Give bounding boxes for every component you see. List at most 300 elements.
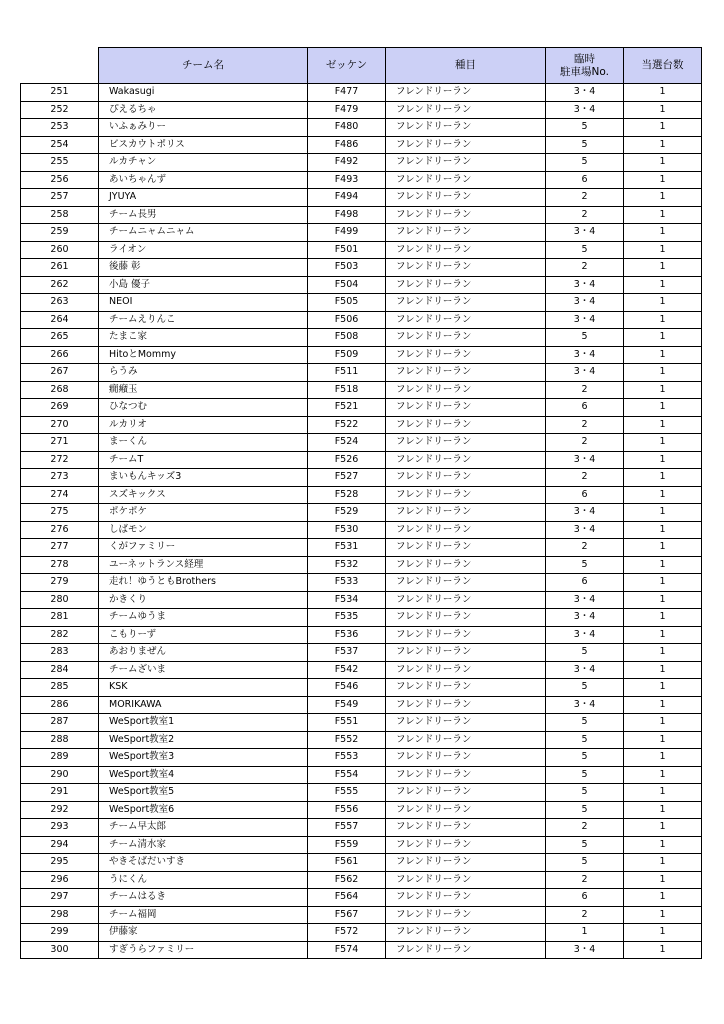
table-row [21, 416, 702, 434]
event-type: フレンドリーラン [386, 836, 546, 854]
winner-count: 1 [624, 626, 702, 644]
parking-number: 6 [546, 399, 624, 417]
parking-number: 3・4 [546, 626, 624, 644]
event-type: フレンドリーラン [386, 486, 546, 504]
bib-number: F499 [308, 224, 386, 242]
event-type: フレンドリーラン [386, 416, 546, 434]
parking-number: 5 [546, 714, 624, 732]
row-number: 283 [21, 644, 99, 662]
team-name: チームざいま [99, 661, 308, 679]
winner-count: 1 [624, 259, 702, 277]
team-name: チームはるき [99, 889, 308, 907]
winner-count: 1 [624, 294, 702, 312]
winner-count: 1 [624, 101, 702, 119]
team-name: KSK [99, 679, 308, 697]
parking-number: 3・4 [546, 696, 624, 714]
team-name: WeSport教室3 [99, 749, 308, 767]
team-name: WeSport教室4 [99, 766, 308, 784]
table-row [21, 836, 702, 854]
parking-number: 5 [546, 136, 624, 154]
parking-number: 5 [546, 329, 624, 347]
winner-count: 1 [624, 224, 702, 242]
winner-count: 1 [624, 504, 702, 522]
team-name: まいもんキッズ3 [99, 469, 308, 487]
event-type: フレンドリーラン [386, 801, 546, 819]
event-type: フレンドリーラン [386, 731, 546, 749]
row-number: 263 [21, 294, 99, 312]
event-type: フレンドリーラン [386, 626, 546, 644]
bib-number: F536 [308, 626, 386, 644]
bib-number: F572 [308, 924, 386, 942]
event-type: フレンドリーラン [386, 556, 546, 574]
team-name: すぎうらファミリー [99, 941, 308, 959]
row-number: 296 [21, 871, 99, 889]
header-parking [546, 48, 624, 84]
team-name: スズキックス [99, 486, 308, 504]
bib-number: F549 [308, 696, 386, 714]
event-type: フレンドリーラン [386, 469, 546, 487]
event-type: フレンドリーラン [386, 119, 546, 137]
winner-count: 1 [624, 206, 702, 224]
table-row [21, 276, 702, 294]
table-row [21, 644, 702, 662]
winner-count: 1 [624, 381, 702, 399]
parking-number: 5 [546, 731, 624, 749]
row-number: 265 [21, 329, 99, 347]
bib-number: F574 [308, 941, 386, 959]
header-team-name: チーム名 [99, 48, 308, 84]
table-row [21, 696, 702, 714]
parking-number: 5 [546, 119, 624, 137]
team-name: あいちゃんず [99, 171, 308, 189]
parking-number: 5 [546, 154, 624, 172]
winner-count: 1 [624, 609, 702, 627]
row-number: 274 [21, 486, 99, 504]
parking-number: 2 [546, 189, 624, 207]
parking-number: 6 [546, 171, 624, 189]
parking-number: 3・4 [546, 451, 624, 469]
row-number: 278 [21, 556, 99, 574]
event-type: フレンドリーラン [386, 609, 546, 627]
winner-count: 1 [624, 189, 702, 207]
bib-number: F506 [308, 311, 386, 329]
parking-number: 6 [546, 889, 624, 907]
table-row [21, 941, 702, 959]
bib-number: F532 [308, 556, 386, 574]
table-row [21, 171, 702, 189]
team-name: ルカチャン [99, 154, 308, 172]
table-row [21, 189, 702, 207]
event-type: フレンドリーラン [386, 451, 546, 469]
parking-number: 3・4 [546, 521, 624, 539]
parking-number: 3・4 [546, 591, 624, 609]
event-type: フレンドリーラン [386, 154, 546, 172]
event-type: フレンドリーラン [386, 941, 546, 959]
event-type: フレンドリーラン [386, 766, 546, 784]
team-name: ぴえるちゃ [99, 101, 308, 119]
table-row [21, 399, 702, 417]
table-row [21, 801, 702, 819]
row-number: 284 [21, 661, 99, 679]
winner-count: 1 [624, 346, 702, 364]
winner-count: 1 [624, 136, 702, 154]
parking-number: 3・4 [546, 346, 624, 364]
bib-number: F505 [308, 294, 386, 312]
parking-number: 2 [546, 259, 624, 277]
bib-number: F542 [308, 661, 386, 679]
row-number: 259 [21, 224, 99, 242]
team-name: ライオン [99, 241, 308, 259]
team-name: ビスカウトポリス [99, 136, 308, 154]
header-row [21, 48, 702, 84]
row-number: 289 [21, 749, 99, 767]
table-row [21, 679, 702, 697]
bib-number: F562 [308, 871, 386, 889]
event-type: フレンドリーラン [386, 381, 546, 399]
team-name: WeSport教室5 [99, 784, 308, 802]
bib-number: F521 [308, 399, 386, 417]
table-row [21, 731, 702, 749]
parking-number: 3・4 [546, 276, 624, 294]
event-type: フレンドリーラン [386, 434, 546, 452]
row-number: 270 [21, 416, 99, 434]
event-type: フレンドリーラン [386, 521, 546, 539]
row-number: 300 [21, 941, 99, 959]
header-bib: ゼッケン [308, 48, 386, 84]
event-type: フレンドリーラン [386, 259, 546, 277]
event-type: フレンドリーラン [386, 276, 546, 294]
bib-number: F504 [308, 276, 386, 294]
table-row [21, 591, 702, 609]
winner-count: 1 [624, 311, 702, 329]
team-name: チーム長男 [99, 206, 308, 224]
bib-number: F546 [308, 679, 386, 697]
event-type: フレンドリーラン [386, 399, 546, 417]
row-number: 297 [21, 889, 99, 907]
table-row [21, 469, 702, 487]
table-row [21, 784, 702, 802]
parking-number: 2 [546, 434, 624, 452]
bib-number: F552 [308, 731, 386, 749]
table-row [21, 556, 702, 574]
table-row [21, 346, 702, 364]
row-number: 266 [21, 346, 99, 364]
row-number: 291 [21, 784, 99, 802]
row-number: 281 [21, 609, 99, 627]
event-type: フレンドリーラン [386, 539, 546, 557]
row-number: 279 [21, 574, 99, 592]
bib-number: F527 [308, 469, 386, 487]
bib-number: F564 [308, 889, 386, 907]
winner-count: 1 [624, 784, 702, 802]
parking-number: 3・4 [546, 224, 624, 242]
event-type: フレンドリーラン [386, 574, 546, 592]
winner-count: 1 [624, 819, 702, 837]
team-name: 小島 優子 [99, 276, 308, 294]
winner-count: 1 [624, 871, 702, 889]
table-row [21, 364, 702, 382]
parking-number: 2 [546, 416, 624, 434]
bib-number: F511 [308, 364, 386, 382]
header-number-blank [21, 48, 99, 84]
row-number: 262 [21, 276, 99, 294]
winner-count: 1 [624, 556, 702, 574]
row-number: 275 [21, 504, 99, 522]
bib-number: F551 [308, 714, 386, 732]
row-number: 268 [21, 381, 99, 399]
row-number: 254 [21, 136, 99, 154]
parking-number: 3・4 [546, 364, 624, 382]
table-row [21, 381, 702, 399]
winner-count: 1 [624, 119, 702, 137]
event-type: フレンドリーラン [386, 189, 546, 207]
row-number: 295 [21, 854, 99, 872]
winner-count: 1 [624, 644, 702, 662]
event-type: フレンドリーラン [386, 294, 546, 312]
row-number: 299 [21, 924, 99, 942]
winner-count: 1 [624, 84, 702, 102]
row-number: 285 [21, 679, 99, 697]
event-type: フレンドリーラン [386, 136, 546, 154]
parking-number: 6 [546, 574, 624, 592]
team-name: NEOI [99, 294, 308, 312]
bib-number: F479 [308, 101, 386, 119]
team-name: くがファミリー [99, 539, 308, 557]
event-type: フレンドリーラン [386, 504, 546, 522]
bib-number: F553 [308, 749, 386, 767]
winner-count: 1 [624, 486, 702, 504]
parking-number: 2 [546, 871, 624, 889]
event-type: フレンドリーラン [386, 871, 546, 889]
parking-number: 2 [546, 906, 624, 924]
event-type: フレンドリーラン [386, 714, 546, 732]
row-number: 252 [21, 101, 99, 119]
event-type: フレンドリーラン [386, 784, 546, 802]
parking-number: 3・4 [546, 661, 624, 679]
row-number: 273 [21, 469, 99, 487]
team-name: やきそばだいすき [99, 854, 308, 872]
event-type: フレンドリーラン [386, 924, 546, 942]
event-type: フレンドリーラン [386, 591, 546, 609]
team-name: 後藤 彰 [99, 259, 308, 277]
bib-number: F534 [308, 591, 386, 609]
event-type: フレンドリーラン [386, 364, 546, 382]
event-type: フレンドリーラン [386, 224, 546, 242]
winner-count: 1 [624, 696, 702, 714]
bib-number: F557 [308, 819, 386, 837]
bib-number: F528 [308, 486, 386, 504]
row-number: 277 [21, 539, 99, 557]
parking-number: 5 [546, 836, 624, 854]
event-type: フレンドリーラン [386, 749, 546, 767]
table-row [21, 84, 702, 102]
winner-count: 1 [624, 434, 702, 452]
parking-number: 5 [546, 749, 624, 767]
header-parking-line2: 駐車場No. [560, 65, 609, 78]
parking-number: 2 [546, 539, 624, 557]
event-type: フレンドリーラン [386, 101, 546, 119]
bib-number: F480 [308, 119, 386, 137]
table-row [21, 329, 702, 347]
lottery-results-table [20, 47, 702, 959]
table-body [21, 84, 702, 959]
winner-count: 1 [624, 766, 702, 784]
event-type: フレンドリーラン [386, 679, 546, 697]
parking-number: 3・4 [546, 941, 624, 959]
team-name: WeSport教室2 [99, 731, 308, 749]
bib-number: F529 [308, 504, 386, 522]
event-type: フレンドリーラン [386, 644, 546, 662]
winner-count: 1 [624, 171, 702, 189]
row-number: 294 [21, 836, 99, 854]
parking-number: 3・4 [546, 101, 624, 119]
winner-count: 1 [624, 889, 702, 907]
team-name: MORIKAWA [99, 696, 308, 714]
team-name: ポケポケ [99, 504, 308, 522]
parking-number: 5 [546, 801, 624, 819]
team-name: 伊藤家 [99, 924, 308, 942]
winner-count: 1 [624, 836, 702, 854]
parking-number: 3・4 [546, 294, 624, 312]
table-row [21, 154, 702, 172]
parking-number: 2 [546, 381, 624, 399]
winner-count: 1 [624, 679, 702, 697]
row-number: 293 [21, 819, 99, 837]
team-name: チームニャムニャム [99, 224, 308, 242]
row-number: 287 [21, 714, 99, 732]
team-name: JYUYA [99, 189, 308, 207]
team-name: チームT [99, 451, 308, 469]
team-name: かきくり [99, 591, 308, 609]
parking-number: 5 [546, 784, 624, 802]
table-row [21, 539, 702, 557]
table-row [21, 259, 702, 277]
event-type: フレンドリーラン [386, 906, 546, 924]
parking-number: 6 [546, 486, 624, 504]
row-number: 253 [21, 119, 99, 137]
event-type: フレンドリーラン [386, 346, 546, 364]
bib-number: F477 [308, 84, 386, 102]
row-number: 290 [21, 766, 99, 784]
winner-count: 1 [624, 154, 702, 172]
parking-number: 5 [546, 241, 624, 259]
table-row [21, 119, 702, 137]
winner-count: 1 [624, 521, 702, 539]
bib-number: F533 [308, 574, 386, 592]
table-row [21, 206, 702, 224]
table-row [21, 661, 702, 679]
team-name: ユーネットランス経理 [99, 556, 308, 574]
parking-number: 1 [546, 924, 624, 942]
team-name: しばモン [99, 521, 308, 539]
row-number: 264 [21, 311, 99, 329]
parking-number: 5 [546, 644, 624, 662]
winner-count: 1 [624, 941, 702, 959]
team-name: チームゆうま [99, 609, 308, 627]
parking-number: 2 [546, 819, 624, 837]
table-header [21, 48, 702, 84]
event-type: フレンドリーラン [386, 819, 546, 837]
bib-number: F530 [308, 521, 386, 539]
table-row [21, 609, 702, 627]
team-name: たまこ家 [99, 329, 308, 347]
team-name: チームえりんこ [99, 311, 308, 329]
row-number: 288 [21, 731, 99, 749]
bib-number: F556 [308, 801, 386, 819]
winner-count: 1 [624, 399, 702, 417]
table-row [21, 521, 702, 539]
table-row [21, 504, 702, 522]
bib-number: F501 [308, 241, 386, 259]
parking-number: 2 [546, 469, 624, 487]
table-row [21, 101, 702, 119]
table-row [21, 451, 702, 469]
table-row [21, 749, 702, 767]
bib-number: F555 [308, 784, 386, 802]
header-count: 当選台数 [624, 48, 702, 84]
bib-number: F486 [308, 136, 386, 154]
row-number: 280 [21, 591, 99, 609]
parking-number: 3・4 [546, 311, 624, 329]
row-number: 257 [21, 189, 99, 207]
bib-number: F524 [308, 434, 386, 452]
team-name: WeSport教室6 [99, 801, 308, 819]
team-name: まーくん [99, 434, 308, 452]
row-number: 255 [21, 154, 99, 172]
team-name: 癇癪玉 [99, 381, 308, 399]
winner-count: 1 [624, 364, 702, 382]
bib-number: F531 [308, 539, 386, 557]
row-number: 251 [21, 84, 99, 102]
row-number: 282 [21, 626, 99, 644]
table-row [21, 819, 702, 837]
row-number: 260 [21, 241, 99, 259]
bib-number: F498 [308, 206, 386, 224]
table-row [21, 854, 702, 872]
winner-count: 1 [624, 276, 702, 294]
table-row [21, 486, 702, 504]
bib-number: F554 [308, 766, 386, 784]
bib-number: F535 [308, 609, 386, 627]
table-row [21, 574, 702, 592]
team-name: WeSport教室1 [99, 714, 308, 732]
table-row [21, 311, 702, 329]
event-type: フレンドリーラン [386, 696, 546, 714]
event-type: フレンドリーラン [386, 329, 546, 347]
row-number: 286 [21, 696, 99, 714]
header-event: 種目 [386, 48, 546, 84]
bib-number: F518 [308, 381, 386, 399]
parking-number: 5 [546, 854, 624, 872]
event-type: フレンドリーラン [386, 206, 546, 224]
row-number: 261 [21, 259, 99, 277]
team-name: こもりーず [99, 626, 308, 644]
row-number: 271 [21, 434, 99, 452]
team-name: うにくん [99, 871, 308, 889]
bib-number: F508 [308, 329, 386, 347]
event-type: フレンドリーラン [386, 171, 546, 189]
parking-number: 5 [546, 766, 624, 784]
bib-number: F503 [308, 259, 386, 277]
parking-number: 2 [546, 206, 624, 224]
table-row [21, 434, 702, 452]
event-type: フレンドリーラン [386, 311, 546, 329]
bib-number: F522 [308, 416, 386, 434]
table-row [21, 224, 702, 242]
parking-number: 3・4 [546, 84, 624, 102]
winner-count: 1 [624, 416, 702, 434]
winner-count: 1 [624, 731, 702, 749]
